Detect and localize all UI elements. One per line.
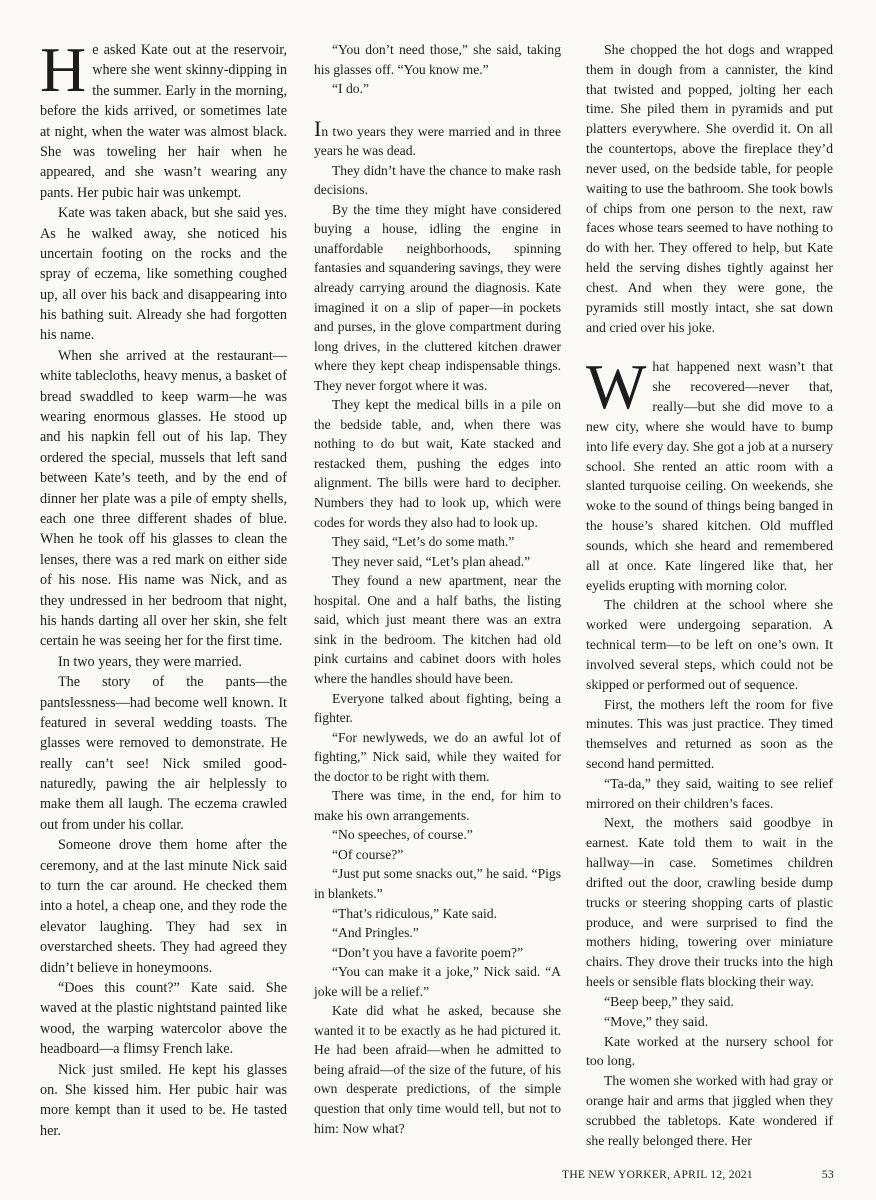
paragraph: [586, 595, 833, 694]
paragraph: [314, 395, 561, 532]
paragraph: [586, 695, 833, 774]
text-column-3: [586, 40, 833, 1151]
paragraph: [314, 904, 561, 924]
paragraph: [40, 835, 287, 978]
paragraph: [40, 346, 287, 652]
paragraph-text: They kept the medical bills in a pile on the bedside table, and, when there was nothing to do but wait, Kate stacked and restacked them, pushing the edges into alignment. The bills were hard to decipher. Numbers they had to look up, which were codes for words they also had to look up.: [314, 397, 561, 530]
paragraph: [314, 689, 561, 728]
paragraph-text: “And Pringles.”: [332, 925, 419, 941]
paragraph: [314, 864, 561, 903]
paragraph-text: “Move,” they said.: [604, 1013, 709, 1029]
paragraph-text: In two years, they were married.: [58, 653, 242, 670]
paragraph-text: They didn’t have the chance to make rash decisions.: [314, 162, 561, 198]
paragraph: [314, 79, 561, 99]
paragraph: [314, 161, 561, 200]
paragraph: [586, 40, 833, 337]
paragraph: [586, 1071, 833, 1150]
paragraph: [314, 1001, 561, 1138]
paragraph-text: When she arrived at the restaurant—white tablecloths, heavy menus, a basket of bread swaddled to keep warm—he was wearing enormous glasses. He stood up and his napkin fell out of his lap. They ordered the special, mussels that left sand between Kate’s teeth, and by the end of dinner her plate was a pile of empty shells, each one three different shades of blue. When he took off his glasses to clean the lenses, there was a red mark on either side of his nose. His name was Nick, and as they undressed in her bedroom that night, his hands darting all over her skin, she felt certain he was seeing her for the first time.: [40, 347, 287, 650]
paragraph-text: They found a new apartment, near the hospital. One and a half baths, the listing said, which just meant there was an extra sink in the bedroom. The kitchen had old pink curtains and cabinet doors with holes where the handles should have been.: [314, 573, 561, 686]
paragraph-text: “For newlyweds, we do an awful lot of fighting,” Nick said, while they waited for the doctor to be right with them.: [314, 729, 561, 784]
paragraph: [314, 40, 561, 79]
paragraph-text: “Don’t you have a favorite poem?”: [332, 944, 524, 960]
initial-letter: I: [314, 115, 322, 141]
paragraph: [314, 825, 561, 845]
paragraph-text: e asked Kate out at the reservoir, where she went skinny-dipping in the summer. Early in the morning, before the kids arrived, or sometimes late at night, when the water was almost black. She was toweling her hair when he appeared, and she wasn’t wearing any pants. Her pubic hair was unkempt.: [40, 42, 287, 201]
paragraph: [40, 652, 287, 672]
paragraph-text: Kate was taken aback, but she said yes. As he walked away, she noticed his uncertain footing on the rocks and the spray of eczema, like something coughed up, all over his back and disappearing into his bathing suit. Already she had forgotten his name.: [40, 205, 287, 344]
paragraph: [314, 115, 561, 161]
paragraph-text: Kate worked at the nursery school for too long.: [586, 1033, 833, 1069]
paragraph-text: “No speeches, of course.”: [332, 827, 473, 843]
paragraph: [586, 1012, 833, 1032]
paragraph-text: hat happened next wasn’t that she recovered—never that, really—but she did move to a new city, where she would have to bump into life every day. She got a job at a nursery school. She rented an attic room with a slanted turquoise ceiling. On weekends, she woke to the sound of things being banged in the house’s shared kitchen. Old muffled sounds, which she heard and remembered all at once. Kate lingered like that, her eyelids erupting with morning color.: [586, 359, 833, 593]
paragraph-text: Nick just smiled. He kept his glasses on. She kissed him. Her pubic hair was more kempt than it used to be. He tasted her.: [40, 1061, 287, 1139]
text-column-2: [314, 40, 561, 1138]
paragraph-text: “Of course?”: [332, 846, 404, 862]
paragraph: [40, 203, 287, 346]
paragraph-text: They never said, “Let’s plan ahead.”: [332, 553, 531, 569]
paragraph: [314, 200, 561, 395]
paragraph: [586, 992, 833, 1012]
paragraph: [314, 786, 561, 825]
paragraph-text: They said, “Let’s do some math.”: [332, 534, 515, 550]
paragraph-text: “Just put some snacks out,” he said. “Pigs in blankets.”: [314, 866, 561, 901]
paragraph-text: n two years they were married and in three years he was dead.: [314, 123, 561, 159]
paragraph-text: “Does this count?” Kate said. She waved at the plastic nightstand painted like wood, the warping watercolor above the headboard—a flimsy French lake.: [40, 979, 287, 1058]
paragraph-text: First, the mothers left the room for five minutes. This was just practice. They timed themselves and returned as soon as the second hand permitted.: [586, 696, 833, 771]
paragraph: [40, 672, 287, 835]
paragraph-text: “You don’t need those,” she said, taking his glasses off. “You know me.”: [314, 42, 561, 77]
page-footer: [562, 1169, 834, 1181]
paragraph-text: Someone drove them home after the ceremony, and at the last minute Nick said to turn the car around. He checked them into a hotel, a cheap one, and they rode the elevator laughing. They had sex in overstarched sheets. They had agreed they didn’t believe in honeymoons.: [40, 837, 287, 976]
paragraph: [314, 728, 561, 787]
drop-cap: W: [586, 351, 647, 423]
paragraph-text: By the time they might have considered buying a house, idling the engine in unaffordable neighborhoods, spinning fantasies and squandering savings, they were already carrying around the diagnosis. Kate imagined it on a slip of paper—in pockets and purses, in the glove compartment during long drives, in the cluttered kitchen drawer where they kept cheap indispensable things. They never forgot where it was.: [314, 201, 561, 393]
paragraph: [40, 1060, 287, 1142]
page-number: 53: [821, 1169, 834, 1181]
paragraph: [40, 978, 287, 1060]
paragraph: [586, 774, 833, 814]
paragraph-text: The story of the pants—the pantslessness—had become well known. It featured in several wedding toasts. The glasses were removed to demonstrate. He really can’t see! Nick smiled good-naturedly, pawing the air helplessly to make them all laugh. The eczema crawled out from under his collar.: [40, 674, 287, 833]
paragraph-text: “Beep beep,” they said.: [604, 993, 734, 1009]
paragraph: [314, 571, 561, 688]
text-column-1: [40, 34, 287, 1141]
paragraph: [586, 351, 833, 595]
paragraph-text: The children at the school where she worked were undergoing separation. A technical term—to be left on one’s own. It involved several steps, which could not be skipped or performed out of sequence.: [586, 597, 833, 692]
paragraph: [314, 923, 561, 943]
paragraph: [586, 813, 833, 991]
paragraph-text: The women she worked with had gray or orange hair and arms that jiggled when they scrubbed the tabletops. Kate wondered if she really belonged there. Her: [586, 1073, 833, 1148]
paragraph-text: “I do.”: [332, 81, 369, 97]
paragraph-text: Everyone talked about fighting, being a fighter.: [314, 690, 561, 726]
paragraph-text: Next, the mothers said goodbye in earnest. Kate told them to wait in the hallway—in case. Sometimes children drifted out the door, crawling beside dump trucks or steering shopping carts of plastic produce, and were surprised to find the mothers hiding, towering over miniature chairs. They drove their trucks into the high heels or sensible flats blocking their way.: [586, 815, 833, 990]
paragraph: [314, 845, 561, 865]
paragraph: [314, 943, 561, 963]
paragraph: [40, 34, 287, 203]
drop-cap: H: [40, 34, 87, 105]
paragraph: [314, 552, 561, 572]
paragraph-text: “That’s ridiculous,” Kate said.: [332, 905, 497, 921]
paragraph-text: Kate did what he asked, because she wanted it to be exactly as he had pictured it. He had been afraid—when he admitted to being afraid—of the size of the future, of his own desperate predictions, of the simple question that only time would tell, but not to him: Now what?: [314, 1003, 561, 1136]
paragraph-text: There was time, in the end, for him to make his own arrangements.: [314, 788, 561, 823]
paragraph-text: She chopped the hot dogs and wrapped them in dough from a cannister, the kind that twisted and popped, jolting her each time. She piled them in pyramids and put platters everywhere. She overdid it. On all the countertops, above the fireplace they’d never used, on the bedside table, for people waiting to use the bathroom. She took bowls of chips from one person to the next, raw faces whose tears seemed to have nothing to do with her. They offered to help, but Kate held the serving dishes tightly against her chest. And when they were gone, the pyramids still mostly intact, she sat down and cried over his joke.: [586, 42, 833, 335]
paragraph-text: “You can make it a joke,” Nick said. “A joke will be a relief.”: [314, 964, 561, 999]
publication-line: THE NEW YORKER, APRIL 12, 2021: [562, 1169, 753, 1181]
paragraph: [586, 1032, 833, 1072]
paragraph-text: “Ta-da,” they said, waiting to see relief mirrored on their children’s faces.: [586, 775, 833, 811]
paragraph: [314, 962, 561, 1001]
paragraph: [314, 532, 561, 552]
